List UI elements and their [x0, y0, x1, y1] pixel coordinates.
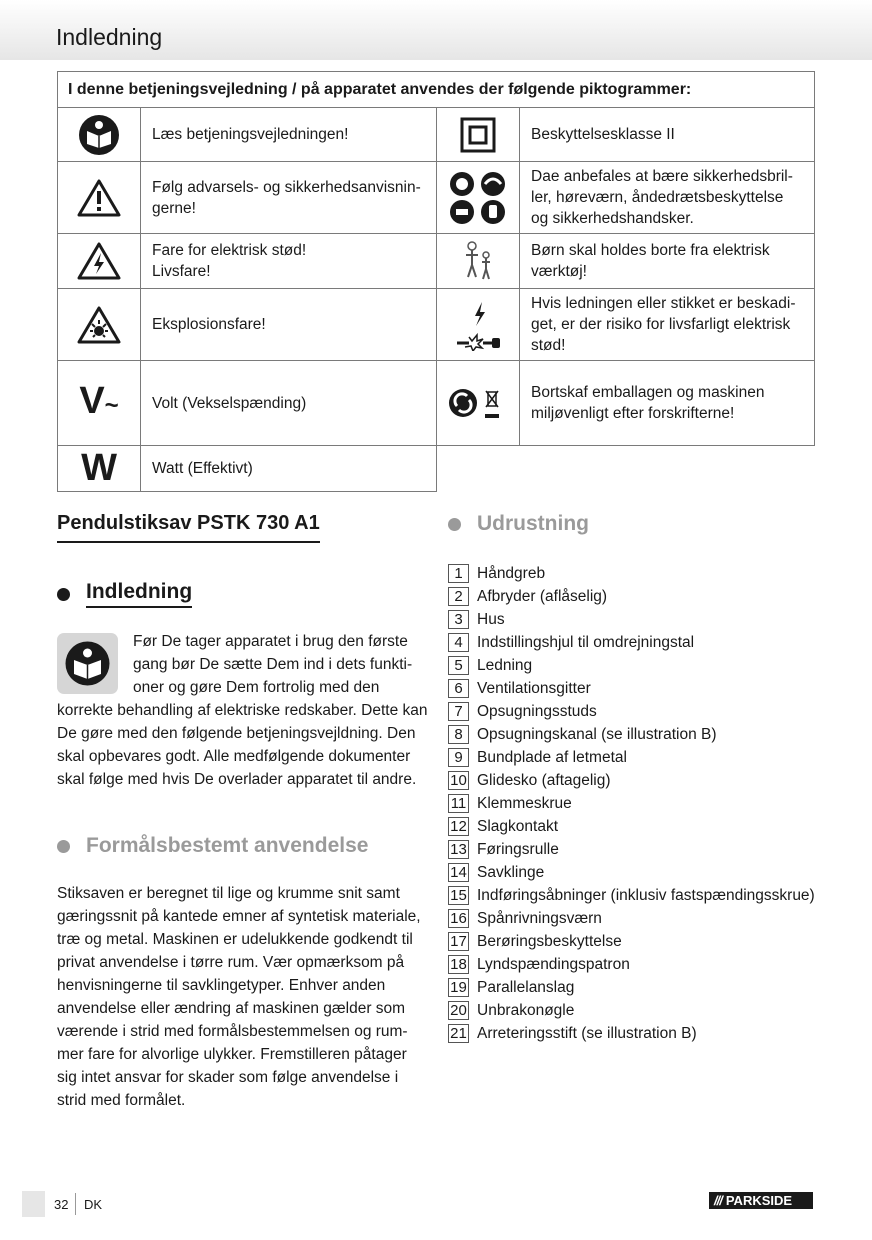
intro-text: korrekte behandling af elektriske redskaber. Dette kan De gøre med den følgende betjeningsvejldning. Den skal opbevares godt. Alle medfølgende dokumenter skal følge med hvis De overlader apparatet til andre.	[57, 702, 428, 788]
footer-marker	[22, 1191, 45, 1217]
list-item	[448, 677, 815, 700]
damaged-cable-icon	[437, 289, 520, 361]
protective-equipment-icon	[437, 162, 520, 234]
electric-shock-icon	[58, 234, 141, 289]
item-number: 3	[448, 610, 469, 629]
item-number: 14	[448, 863, 469, 882]
explosion-icon	[58, 289, 141, 361]
item-label: Glidesko (aftagelig)	[477, 771, 611, 789]
pictogram-table-heading: I denne betjeningsvejledning / på apparatet anvendes der følgende piktogrammer:	[58, 72, 815, 108]
pictogram-text: Følg advarsels- og sikkerhedsanvisnin- gerne!	[141, 162, 437, 234]
item-label: Berøringsbeskyttelse	[477, 932, 622, 950]
section-heading-intro	[57, 580, 192, 608]
pictogram-text: Watt (Effektivt)	[141, 446, 437, 492]
list-item	[448, 884, 815, 907]
item-number: 2	[448, 587, 469, 606]
item-label: Hus	[477, 610, 505, 628]
pictogram-text: Fare for elektrisk stød! Livsfare!	[141, 234, 437, 289]
brand-name: PARKSIDE	[725, 1193, 793, 1208]
list-item	[448, 585, 815, 608]
product-title: Pendulstiksav PSTK 730 A1	[57, 512, 320, 543]
item-label: Lyndspændingspatron	[477, 955, 630, 973]
pictogram-text: Beskyttelsesklasse II	[520, 108, 815, 162]
pictogram-text: Børn skal holdes borte fra elektrisk værktøj!	[520, 234, 815, 289]
bullet-icon	[57, 588, 70, 601]
item-number: 12	[448, 817, 469, 836]
item-label: Opsugningskanal (se illustration B)	[477, 725, 717, 743]
intro-text-beside-icon	[133, 630, 412, 699]
footer-divider	[75, 1193, 76, 1215]
list-item	[448, 654, 815, 677]
item-label: Spånrivningsværn	[477, 909, 602, 927]
list-item	[448, 838, 815, 861]
item-number: 5	[448, 656, 469, 675]
section-title: Udrustning	[477, 512, 589, 535]
item-number: 6	[448, 679, 469, 698]
bullet-icon	[448, 518, 461, 531]
section-heading-intended-use	[57, 834, 368, 858]
keep-children-away-icon	[437, 234, 520, 289]
page-number: 32	[54, 1197, 69, 1212]
item-label: Opsugningsstuds	[477, 702, 597, 720]
list-item	[448, 861, 815, 884]
intended-use-text: Stiksaven er beregnet til lige og krumme snit samt gæringssnit på kantede emner af syntetisk materiale, træ og metal. Maskinen er udelukkende godkendt til privat anvendelse i tørre rum. Vær opmærksom på henvisningerne til savklingetyper. Enhver anden anvendelse eller ændring af maskinen gælder som værende i strid med formålsbestemmelsen og rum-mer fare for alvorlige ulykker. Fremstilleren påtager sig intet ansvar for skader som følge anvendelse i strid med formålet.	[57, 885, 421, 1109]
item-label: Slagkontakt	[477, 817, 558, 835]
item-label: Bundplade af letmetal	[477, 748, 627, 766]
pictogram-table	[57, 71, 815, 492]
watt-icon	[58, 446, 141, 492]
read-manual-icon	[58, 108, 141, 162]
watt-symbol: W	[81, 447, 117, 489]
list-item	[448, 953, 815, 976]
section-title: Indledning	[86, 580, 192, 608]
item-label: Ledning	[477, 656, 533, 674]
item-number: 9	[448, 748, 469, 767]
equipment-list	[448, 562, 815, 1045]
list-item	[448, 976, 815, 999]
list-item	[448, 769, 815, 792]
read-manual-icon	[57, 633, 118, 694]
pictogram-text: Volt (Vekselspænding)	[141, 361, 437, 446]
item-label: Ventilationsgitter	[477, 679, 591, 697]
list-item	[448, 608, 815, 631]
protection-class-ii-icon	[437, 108, 520, 162]
item-number: 8	[448, 725, 469, 744]
item-number: 17	[448, 932, 469, 951]
language-code: DK	[84, 1197, 103, 1212]
intro-line: oner og gøre Dem fortrolig med den	[133, 679, 380, 696]
pictogram-text: Eksplosionsfare!	[141, 289, 437, 361]
item-label: Afbryder (aflåselig)	[477, 587, 608, 605]
item-label: Indføringsåbninger (inklusiv fastspændingsskrue)	[477, 886, 815, 904]
item-label: Klemmeskrue	[477, 794, 572, 812]
pictogram-text: Bortskaf emballagen og maskinen miljøvenligt efter forskrifterne!	[520, 361, 815, 446]
empty-cell	[437, 446, 815, 492]
section-title: Formålsbestemt anvendelse	[86, 834, 369, 857]
list-item	[448, 562, 815, 585]
volt-symbol: V	[79, 379, 105, 422]
list-item	[448, 999, 815, 1022]
item-number: 18	[448, 955, 469, 974]
ac-symbol: ~	[104, 391, 119, 419]
pictogram-text: Dae anbefales at bære sikkerhedsbril- ler, høreværn, åndedrætsbeskyttelse og sikkerhedshandsker.	[520, 162, 815, 234]
item-label: Arreteringsstift (se illustration B)	[477, 1024, 697, 1042]
list-item	[448, 907, 815, 930]
item-label: Parallelanslag	[477, 978, 575, 996]
item-label: Føringsrulle	[477, 840, 559, 858]
item-number: 10	[448, 771, 469, 790]
parkside-logo	[709, 1192, 813, 1209]
list-item	[448, 723, 815, 746]
item-number: 15	[448, 886, 469, 905]
list-item	[448, 1022, 815, 1045]
item-number: 1	[448, 564, 469, 583]
item-label: Indstillingshjul til omdrejningstal	[477, 633, 695, 651]
pictogram-text: Læs betjeningsvejledningen!	[141, 108, 437, 162]
list-item	[448, 930, 815, 953]
bullet-icon	[57, 840, 70, 853]
warning-triangle-icon	[58, 162, 141, 234]
item-number: 19	[448, 978, 469, 997]
item-number: 4	[448, 633, 469, 652]
item-number: 11	[448, 794, 469, 813]
list-item	[448, 700, 815, 723]
item-label: Håndgreb	[477, 564, 546, 582]
item-number: 13	[448, 840, 469, 859]
item-number: 20	[448, 1001, 469, 1020]
pictogram-text: Hvis ledningen eller stikket er beskadi- get, er der risiko for livsfarligt elektrisk stød!	[520, 289, 815, 361]
item-number: 7	[448, 702, 469, 721]
list-item	[448, 792, 815, 815]
item-number: 21	[448, 1024, 469, 1043]
intro-line: gang bør De sætte Dem ind i dets funkti-	[133, 656, 413, 673]
list-item	[448, 746, 815, 769]
list-item	[448, 631, 815, 654]
item-number: 16	[448, 909, 469, 928]
item-label: Unbrakonøgle	[477, 1001, 575, 1019]
section-heading-equipment	[448, 512, 589, 536]
intro-line: Før De tager apparatet i brug den første	[133, 633, 408, 650]
page-title: Indledning	[56, 24, 163, 50]
item-label: Savklinge	[477, 863, 545, 881]
list-item	[448, 815, 815, 838]
volt-ac-icon	[58, 361, 141, 446]
logo-stripes: ///	[714, 1193, 722, 1208]
recycling-icon	[437, 361, 520, 446]
